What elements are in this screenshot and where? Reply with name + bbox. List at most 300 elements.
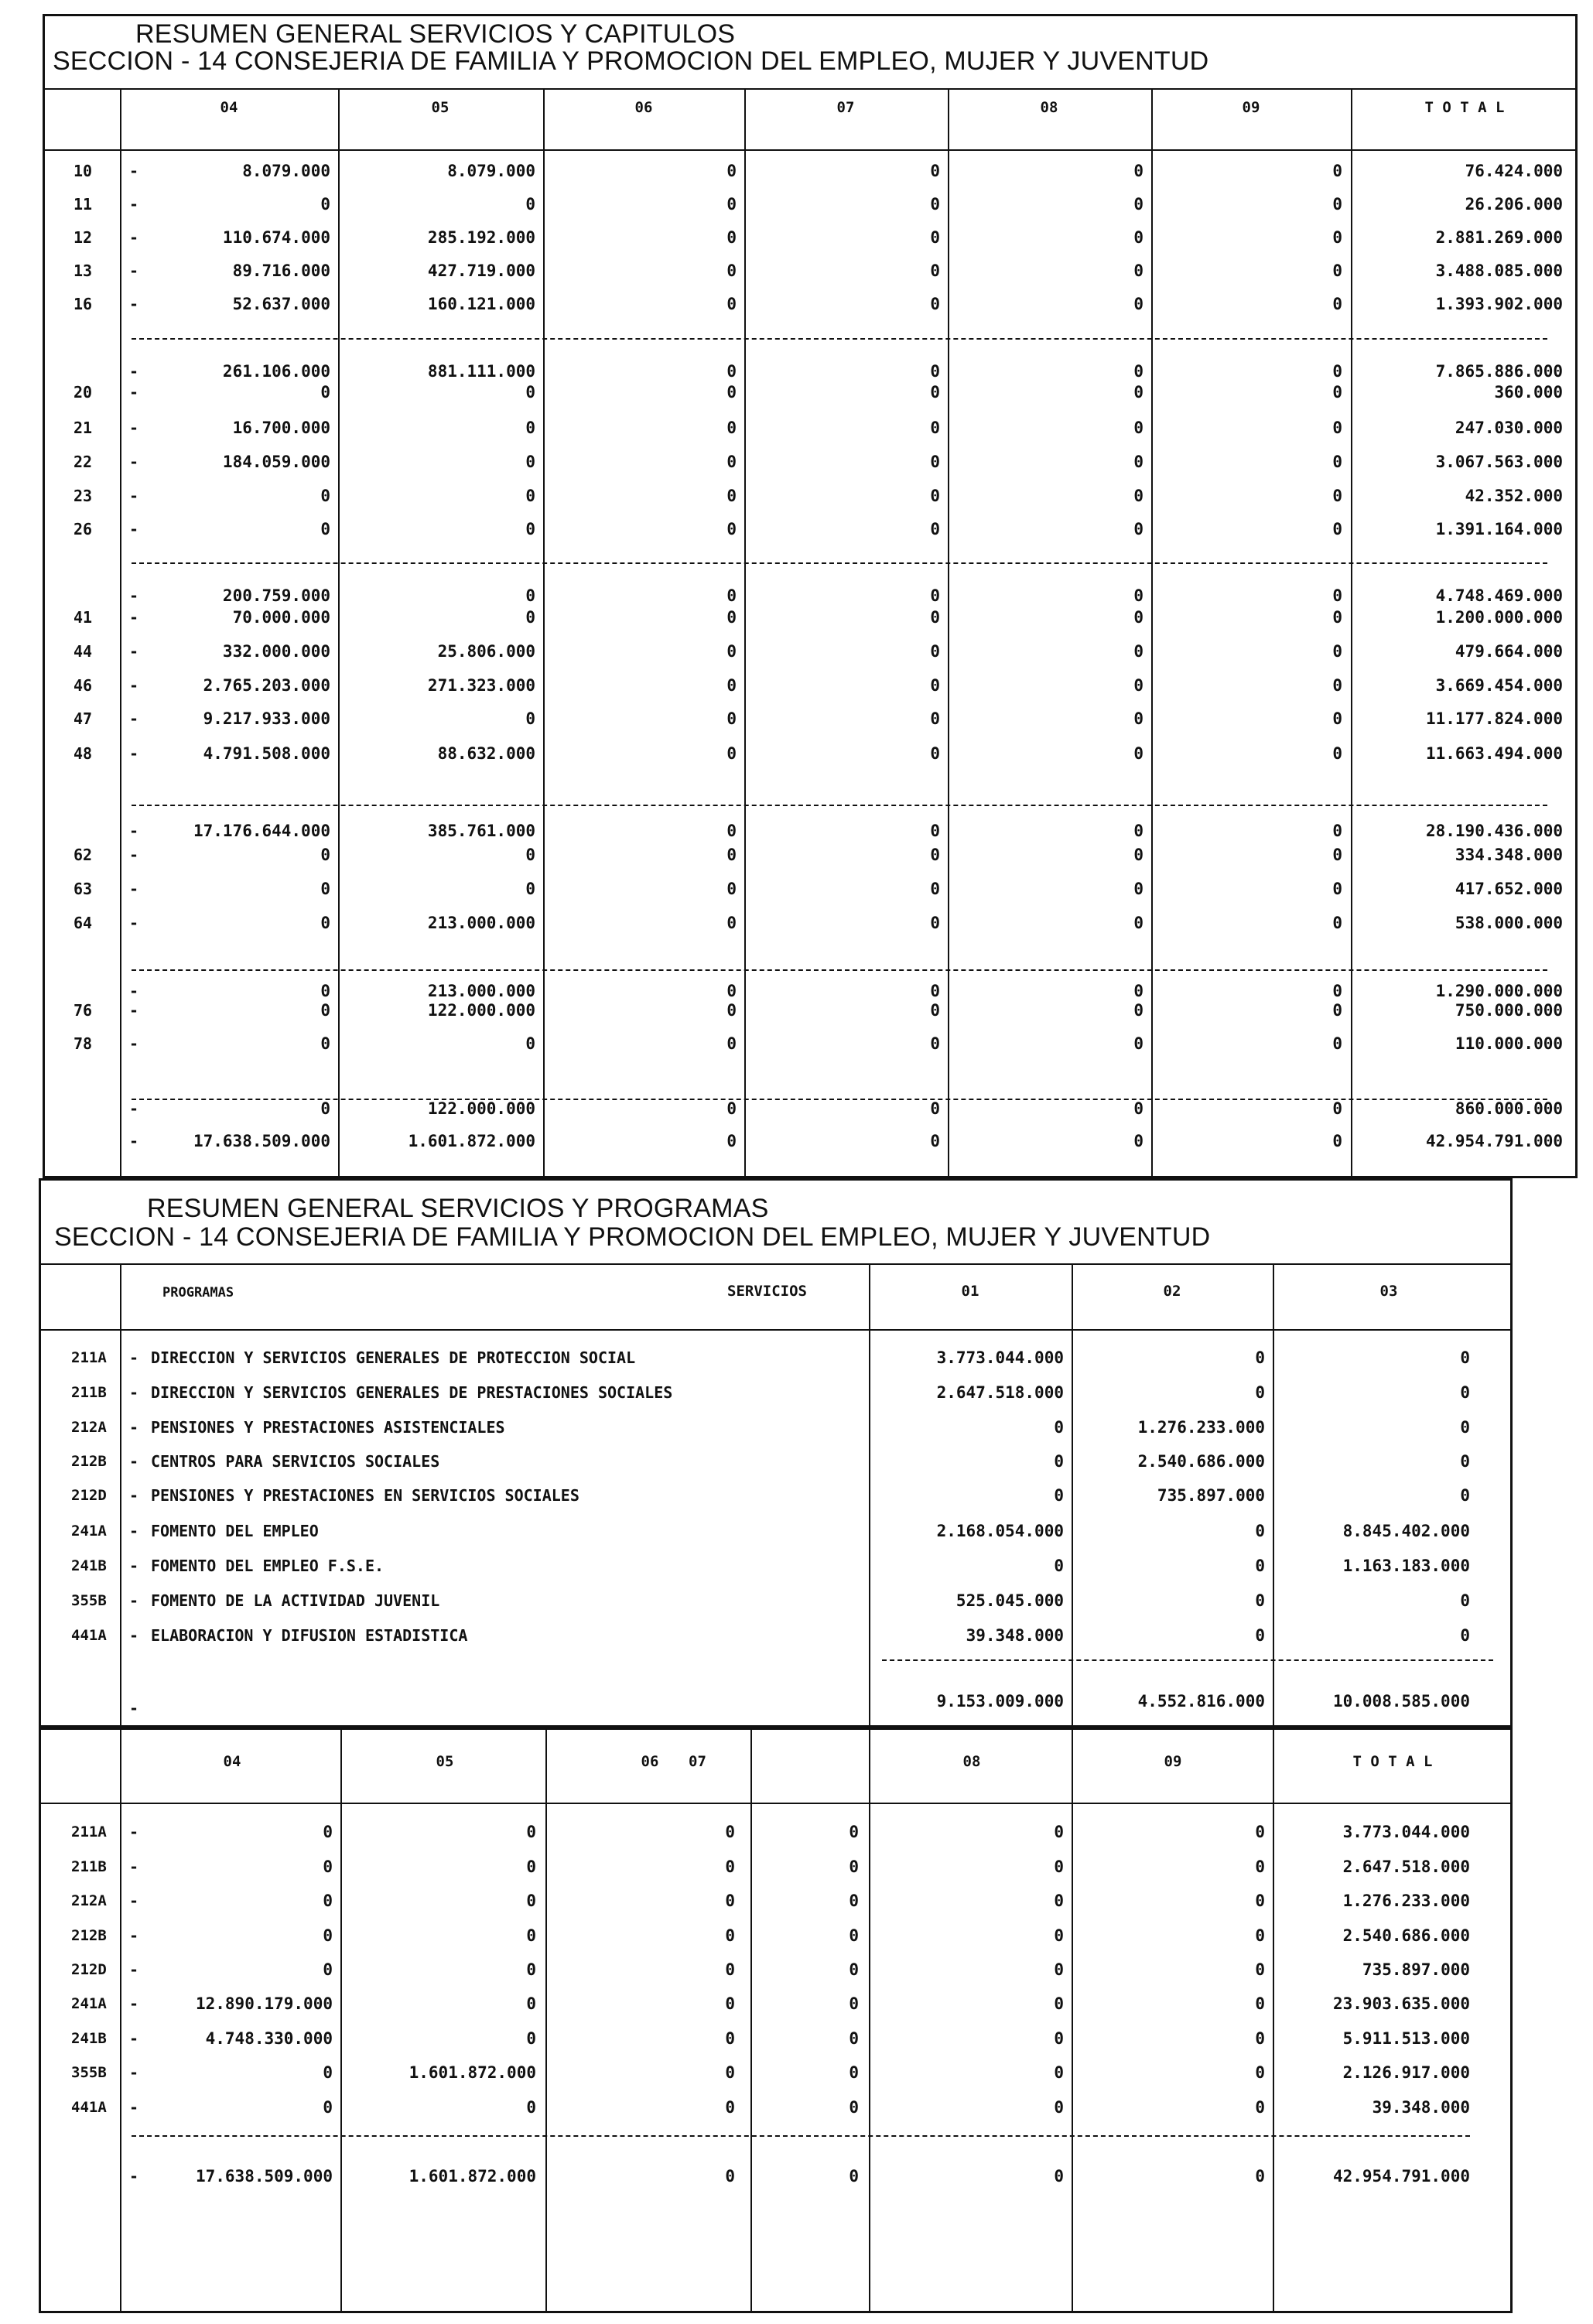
row-code: 10 bbox=[73, 162, 93, 180]
cell-c06: 0 bbox=[725, 1960, 735, 1979]
cell-s01: 0 bbox=[1054, 1452, 1064, 1471]
cell-total: 42.352.000 bbox=[1465, 487, 1563, 505]
cell-c05: 213.000.000 bbox=[427, 914, 535, 932]
cell-c06: 0 bbox=[726, 383, 737, 402]
cell-total: 2.647.518.000 bbox=[1342, 1857, 1470, 1876]
cell-c07: 0 bbox=[930, 1132, 940, 1150]
total-c06: 0 bbox=[725, 2167, 735, 2186]
cell-c05: 0 bbox=[525, 453, 535, 471]
row-dash: - bbox=[129, 1626, 139, 1645]
cell-c09: 0 bbox=[1332, 642, 1342, 661]
cell-c04: 0 bbox=[320, 520, 330, 538]
cell-c04: 0 bbox=[320, 1099, 330, 1118]
cell-c05: 25.806.000 bbox=[437, 642, 535, 661]
total-dash: - bbox=[129, 2167, 139, 2186]
cell-s01: 2.168.054.000 bbox=[936, 1522, 1064, 1540]
cell-total: 76.424.000 bbox=[1465, 162, 1563, 180]
row-dash: - bbox=[129, 2029, 139, 2048]
row-code: 211A bbox=[71, 1349, 107, 1366]
cell-c09: 0 bbox=[1332, 162, 1342, 180]
section1-title: RESUMEN GENERAL SERVICIOS Y CAPITULOS bbox=[135, 19, 736, 49]
column-header-c05: 05 bbox=[431, 99, 450, 116]
cell-total: 2.540.686.000 bbox=[1342, 1926, 1470, 1945]
row-dash: - bbox=[129, 709, 139, 728]
cell-c05: 881.111.000 bbox=[427, 362, 535, 381]
row-code: 241A bbox=[71, 1523, 107, 1540]
cell-c08: 0 bbox=[1054, 1926, 1064, 1945]
cell-c08: 0 bbox=[1133, 846, 1143, 864]
cell-c05: 0 bbox=[526, 1994, 536, 2013]
column-header-c09: 09 bbox=[1164, 1753, 1182, 1770]
cell-c06: 0 bbox=[726, 642, 737, 661]
cell-total: 11.663.494.000 bbox=[1425, 744, 1563, 763]
cell-c08: 0 bbox=[1133, 487, 1143, 505]
cell-c04: 0 bbox=[323, 1926, 333, 1945]
cell-c06: 0 bbox=[725, 1892, 735, 1910]
cell-c04: 4.791.508.000 bbox=[203, 744, 330, 763]
column-header-servicios: SERVICIOS bbox=[727, 1283, 807, 1300]
program-label: DIRECCION Y SERVICIOS GENERALES DE PRESTACIONES SOCIALES bbox=[151, 1383, 673, 1402]
cell-total: 3.067.563.000 bbox=[1435, 453, 1563, 471]
cell-c06: 0 bbox=[725, 2063, 735, 2082]
cell-c05: 0 bbox=[525, 487, 535, 505]
cell-c06: 0 bbox=[726, 520, 737, 538]
cell-c07: 0 bbox=[930, 362, 940, 381]
cell-c07: 0 bbox=[930, 642, 940, 661]
cell-total: 1.290.000.000 bbox=[1435, 982, 1563, 1000]
row-dash: - bbox=[129, 982, 139, 1000]
cell-c06: 0 bbox=[726, 709, 737, 728]
row-code: 47 bbox=[73, 709, 93, 728]
section2-title: RESUMEN GENERAL SERVICIOS Y PROGRAMAS bbox=[147, 1194, 769, 1223]
row-dash: - bbox=[129, 2098, 139, 2117]
cell-total: 4.748.469.000 bbox=[1435, 586, 1563, 605]
cell-c08: 0 bbox=[1054, 1960, 1064, 1979]
row-dash: - bbox=[129, 520, 139, 538]
row-dash: - bbox=[129, 880, 139, 898]
cell-c04: 0 bbox=[323, 2098, 333, 2117]
cell-total: 7.865.886.000 bbox=[1435, 362, 1563, 381]
cell-c04: 110.674.000 bbox=[222, 228, 330, 247]
cell-c06: 0 bbox=[726, 822, 737, 840]
cell-c06: 0 bbox=[725, 2098, 735, 2117]
cell-c09: 0 bbox=[1332, 228, 1342, 247]
program-label: ELABORACION Y DIFUSION ESTADISTICA bbox=[151, 1626, 468, 1645]
cell-c05: 88.632.000 bbox=[437, 744, 535, 763]
cell-c04: 200.759.000 bbox=[222, 586, 330, 605]
row-code: 441A bbox=[71, 2099, 107, 2116]
cell-c09: 0 bbox=[1332, 676, 1342, 695]
cell-c04: 0 bbox=[323, 1857, 333, 1876]
cell-c04: 0 bbox=[323, 1960, 333, 1979]
row-code: 12 bbox=[73, 228, 93, 247]
cell-c06: 0 bbox=[725, 1857, 735, 1876]
cell-c07: 0 bbox=[930, 453, 940, 471]
cell-c07: 0 bbox=[849, 1960, 859, 1979]
row-dash: - bbox=[129, 295, 139, 313]
cell-s02: 0 bbox=[1255, 1348, 1265, 1367]
cell-c09: 0 bbox=[1332, 487, 1342, 505]
row-dash: - bbox=[129, 383, 139, 402]
cell-c09: 0 bbox=[1332, 1099, 1342, 1118]
subtotal-separator bbox=[882, 1659, 1493, 1661]
cell-c09: 0 bbox=[1332, 914, 1342, 932]
cell-c05: 385.761.000 bbox=[427, 822, 535, 840]
cell-c04: 0 bbox=[320, 383, 330, 402]
cell-c08: 0 bbox=[1133, 676, 1143, 695]
row-code: 355B bbox=[71, 1592, 107, 1609]
cell-c08: 0 bbox=[1054, 2098, 1064, 2117]
column-header-programas: PROGRAMAS bbox=[162, 1285, 234, 1300]
cell-c04: 12.890.179.000 bbox=[195, 1994, 333, 2013]
cell-total: 1.391.164.000 bbox=[1435, 520, 1563, 538]
cell-c07: 0 bbox=[930, 822, 940, 840]
cell-c08: 0 bbox=[1133, 1001, 1143, 1020]
cell-c08: 0 bbox=[1133, 453, 1143, 471]
program-label: FOMENTO DEL EMPLEO bbox=[151, 1522, 319, 1540]
row-code: 76 bbox=[73, 1001, 93, 1020]
row-dash: - bbox=[129, 419, 139, 437]
cell-c07: 0 bbox=[930, 487, 940, 505]
cell-c08: 0 bbox=[1054, 1892, 1064, 1910]
cell-c04: 8.079.000 bbox=[242, 162, 330, 180]
cell-c09: 0 bbox=[1332, 1001, 1342, 1020]
cell-c06: 0 bbox=[725, 1823, 735, 1841]
row-code: 11 bbox=[73, 195, 93, 214]
cell-c08: 0 bbox=[1133, 642, 1143, 661]
row-dash: - bbox=[129, 1486, 139, 1505]
cell-c04: 0 bbox=[323, 1823, 333, 1841]
row-dash: - bbox=[129, 1348, 139, 1367]
cell-c06: 0 bbox=[725, 1926, 735, 1945]
cell-c05: 0 bbox=[525, 709, 535, 728]
cell-s03: 0 bbox=[1460, 1348, 1470, 1367]
cell-c08: 0 bbox=[1133, 195, 1143, 214]
cell-s03: 0 bbox=[1460, 1486, 1470, 1505]
cell-c04: 0 bbox=[323, 1892, 333, 1910]
cell-c06: 0 bbox=[725, 2029, 735, 2048]
section1-subtitle: SECCION - 14 CONSEJERIA DE FAMILIA Y PROMOCION DEL EMPLEO, MUJER Y JUVENTUD bbox=[53, 46, 1209, 76]
cell-c05: 0 bbox=[526, 1926, 536, 1945]
cell-c08: 0 bbox=[1133, 982, 1143, 1000]
cell-c08: 0 bbox=[1054, 2029, 1064, 2048]
program-label: FOMENTO DEL EMPLEO F.S.E. bbox=[151, 1557, 385, 1575]
row-dash: - bbox=[129, 1452, 139, 1471]
cell-c09: 0 bbox=[1255, 2098, 1265, 2117]
row-code: 62 bbox=[73, 846, 93, 864]
row-code: 212D bbox=[71, 1961, 107, 1978]
cell-s02: 0 bbox=[1255, 1383, 1265, 1402]
cell-c09: 0 bbox=[1332, 1132, 1342, 1150]
cell-c08: 0 bbox=[1133, 1034, 1143, 1053]
cell-c05: 1.601.872.000 bbox=[409, 2063, 536, 2082]
total-c07: 0 bbox=[849, 2167, 859, 2186]
row-dash: - bbox=[129, 586, 139, 605]
cell-c06: 0 bbox=[726, 261, 737, 280]
cell-s03: 0 bbox=[1460, 1383, 1470, 1402]
cell-c06: 0 bbox=[726, 586, 737, 605]
cell-c04: 0 bbox=[320, 487, 330, 505]
cell-c08: 0 bbox=[1133, 709, 1143, 728]
cell-c06: 0 bbox=[726, 982, 737, 1000]
column-header-s02: 02 bbox=[1163, 1283, 1181, 1300]
cell-c05: 0 bbox=[525, 520, 535, 538]
cell-c06: 0 bbox=[726, 880, 737, 898]
program-label: PENSIONES Y PRESTACIONES EN SERVICIOS SOCIALES bbox=[151, 1486, 579, 1505]
cell-c05: 271.323.000 bbox=[427, 676, 535, 695]
cell-total: 538.000.000 bbox=[1455, 914, 1563, 932]
cell-c04: 70.000.000 bbox=[232, 608, 330, 627]
row-code: 26 bbox=[73, 520, 93, 538]
row-code: 212A bbox=[71, 1419, 107, 1436]
row-dash: - bbox=[129, 362, 139, 381]
cell-c07: 0 bbox=[930, 1099, 940, 1118]
cell-c07: 0 bbox=[849, 1823, 859, 1841]
cell-c07: 0 bbox=[930, 586, 940, 605]
row-dash: - bbox=[129, 2063, 139, 2082]
column-divider bbox=[340, 1729, 342, 2312]
row-code: 21 bbox=[73, 419, 93, 437]
cell-c08: 0 bbox=[1133, 419, 1143, 437]
cell-c09: 0 bbox=[1332, 880, 1342, 898]
cell-c07: 0 bbox=[930, 846, 940, 864]
cell-s01: 525.045.000 bbox=[955, 1591, 1064, 1610]
cell-c08: 0 bbox=[1133, 261, 1143, 280]
row-dash: - bbox=[129, 1892, 139, 1910]
column-divider bbox=[1072, 1729, 1073, 2312]
cell-c09: 0 bbox=[1332, 295, 1342, 313]
row-dash: - bbox=[129, 1099, 139, 1118]
row-dash: - bbox=[129, 1383, 139, 1402]
cell-c09: 0 bbox=[1255, 1823, 1265, 1841]
column-divider bbox=[120, 1263, 121, 1728]
column-divider bbox=[1273, 1729, 1274, 2312]
cell-c05: 0 bbox=[525, 608, 535, 627]
row-code: 212D bbox=[71, 1487, 107, 1504]
column-header-c07: 07 bbox=[689, 1753, 706, 1770]
cell-total: 28.190.436.000 bbox=[1425, 822, 1563, 840]
cell-total: 417.652.000 bbox=[1455, 880, 1563, 898]
row-dash: - bbox=[129, 914, 139, 932]
cell-total: 1.393.902.000 bbox=[1435, 295, 1563, 313]
row-dash: - bbox=[129, 1034, 139, 1053]
row-dash: - bbox=[129, 822, 139, 840]
cell-c08: 0 bbox=[1054, 1823, 1064, 1841]
row-code: 16 bbox=[73, 295, 93, 313]
program-label: FOMENTO DE LA ACTIVIDAD JUVENIL bbox=[151, 1591, 440, 1610]
cell-c08: 0 bbox=[1133, 295, 1143, 313]
cell-s03: 1.163.183.000 bbox=[1342, 1557, 1470, 1575]
cell-c05: 0 bbox=[526, 2098, 536, 2117]
cell-c07: 0 bbox=[930, 709, 940, 728]
cell-c09: 0 bbox=[1255, 1926, 1265, 1945]
cell-c06: 0 bbox=[726, 195, 737, 214]
cell-c09: 0 bbox=[1332, 261, 1342, 280]
total-dash: - bbox=[129, 1699, 139, 1717]
cell-c05: 0 bbox=[525, 880, 535, 898]
cell-s01: 3.773.044.000 bbox=[936, 1348, 1064, 1367]
cell-c07: 0 bbox=[930, 295, 940, 313]
column-divider bbox=[869, 1729, 870, 2312]
cell-c08: 0 bbox=[1133, 914, 1143, 932]
cell-c06: 0 bbox=[726, 1034, 737, 1053]
cell-c05: 8.079.000 bbox=[447, 162, 535, 180]
row-dash: - bbox=[129, 1857, 139, 1876]
cell-c04: 0 bbox=[320, 982, 330, 1000]
cell-c08: 0 bbox=[1133, 744, 1143, 763]
cell-c09: 0 bbox=[1255, 1857, 1265, 1876]
program-label: CENTROS PARA SERVICIOS SOCIALES bbox=[151, 1452, 440, 1471]
cell-c07: 0 bbox=[849, 2063, 859, 2082]
cell-total: 735.897.000 bbox=[1362, 1960, 1470, 1979]
cell-total: 1.276.233.000 bbox=[1342, 1892, 1470, 1910]
cell-c09: 0 bbox=[1255, 1960, 1265, 1979]
cell-c08: 0 bbox=[1133, 1099, 1143, 1118]
column-divider bbox=[545, 1729, 547, 2312]
cell-c05: 160.121.000 bbox=[427, 295, 535, 313]
cell-c08: 0 bbox=[1133, 608, 1143, 627]
cell-c07: 0 bbox=[930, 880, 940, 898]
cell-c09: 0 bbox=[1332, 1034, 1342, 1053]
cell-s02: 735.897.000 bbox=[1157, 1486, 1265, 1505]
cell-c07: 0 bbox=[930, 982, 940, 1000]
column-header-c09: 09 bbox=[1242, 99, 1260, 116]
cell-c04: 4.748.330.000 bbox=[205, 2029, 333, 2048]
cell-total: 42.954.791.000 bbox=[1425, 1132, 1563, 1150]
cell-c06: 0 bbox=[726, 846, 737, 864]
cell-s03: 0 bbox=[1460, 1418, 1470, 1437]
subtotal-separator bbox=[132, 1099, 1547, 1100]
cell-c07: 0 bbox=[930, 195, 940, 214]
column-divider bbox=[120, 1729, 121, 2312]
row-code: 20 bbox=[73, 383, 93, 402]
cell-c09: 0 bbox=[1332, 453, 1342, 471]
row-code: 211A bbox=[71, 1823, 107, 1840]
cell-c04: 89.716.000 bbox=[232, 261, 330, 280]
cell-s03: 8.845.402.000 bbox=[1342, 1522, 1470, 1540]
cell-c05: 0 bbox=[526, 1857, 536, 1876]
cell-c08: 0 bbox=[1133, 520, 1143, 538]
total-s03: 10.008.585.000 bbox=[1332, 1692, 1470, 1711]
row-dash: - bbox=[129, 228, 139, 247]
cell-c07: 0 bbox=[849, 1892, 859, 1910]
row-code: 44 bbox=[73, 642, 93, 661]
cell-s01: 39.348.000 bbox=[966, 1626, 1064, 1645]
column-divider bbox=[1351, 88, 1352, 1177]
cell-c05: 122.000.000 bbox=[427, 1099, 535, 1118]
cell-c04: 184.059.000 bbox=[222, 453, 330, 471]
cell-c06: 0 bbox=[726, 419, 737, 437]
cell-total: 26.206.000 bbox=[1465, 195, 1563, 214]
subtotal-separator bbox=[132, 338, 1547, 340]
cell-c09: 0 bbox=[1332, 709, 1342, 728]
row-dash: - bbox=[129, 1001, 139, 1020]
subtotal-separator bbox=[132, 562, 1547, 564]
row-dash: - bbox=[129, 676, 139, 695]
cell-c04: 9.217.933.000 bbox=[203, 709, 330, 728]
cell-c05: 0 bbox=[525, 195, 535, 214]
cell-s01: 0 bbox=[1054, 1557, 1064, 1575]
cell-c07: 0 bbox=[849, 1857, 859, 1876]
column-header-c08: 08 bbox=[962, 1753, 981, 1770]
row-code: 64 bbox=[73, 914, 93, 932]
row-dash: - bbox=[129, 261, 139, 280]
row-dash: - bbox=[129, 453, 139, 471]
subtotal-separator bbox=[132, 805, 1547, 806]
cell-c07: 0 bbox=[930, 261, 940, 280]
cell-c07: 0 bbox=[930, 419, 940, 437]
total-c05: 1.601.872.000 bbox=[409, 2167, 536, 2186]
column-header-total: T O T A L bbox=[1424, 99, 1505, 116]
cell-s02: 1.276.233.000 bbox=[1137, 1418, 1265, 1437]
cell-c07: 0 bbox=[849, 2098, 859, 2117]
cell-total: 3.488.085.000 bbox=[1435, 261, 1563, 280]
row-dash: - bbox=[129, 1418, 139, 1437]
cell-c08: 0 bbox=[1133, 362, 1143, 381]
cell-c06: 0 bbox=[726, 1132, 737, 1150]
cell-c07: 0 bbox=[930, 676, 940, 695]
cell-c04: 0 bbox=[323, 2063, 333, 2082]
row-code: 23 bbox=[73, 487, 93, 505]
total-s01: 9.153.009.000 bbox=[936, 1692, 1064, 1711]
column-header-c04: 04 bbox=[220, 99, 238, 116]
cell-c05: 0 bbox=[525, 383, 535, 402]
cell-total: 39.348.000 bbox=[1372, 2098, 1470, 2117]
cell-s02: 2.540.686.000 bbox=[1137, 1452, 1265, 1471]
cell-c05: 0 bbox=[525, 846, 535, 864]
cell-c08: 0 bbox=[1133, 228, 1143, 247]
row-dash: - bbox=[129, 1994, 139, 2013]
cell-c08: 0 bbox=[1054, 2063, 1064, 2082]
cell-s02: 0 bbox=[1255, 1591, 1265, 1610]
column-header-c05: 05 bbox=[436, 1753, 454, 1770]
row-dash: - bbox=[129, 1591, 139, 1610]
cell-c04: 17.176.644.000 bbox=[193, 822, 330, 840]
program-label: PENSIONES Y PRESTACIONES ASISTENCIALES bbox=[151, 1418, 505, 1437]
row-dash: - bbox=[129, 1557, 139, 1575]
column-header-total: T O T A L bbox=[1352, 1753, 1433, 1770]
cell-c04: 0 bbox=[320, 846, 330, 864]
column-divider bbox=[120, 88, 121, 1177]
row-code: 241A bbox=[71, 1995, 107, 2012]
cell-s01: 0 bbox=[1054, 1418, 1064, 1437]
cell-c04: 17.638.509.000 bbox=[193, 1132, 330, 1150]
row-code: 48 bbox=[73, 744, 93, 763]
column-header-s01: 01 bbox=[961, 1283, 979, 1300]
cell-s02: 0 bbox=[1255, 1557, 1265, 1575]
cell-total: 860.000.000 bbox=[1455, 1099, 1563, 1118]
cell-c05: 0 bbox=[526, 1892, 536, 1910]
column-divider bbox=[750, 1729, 752, 2312]
cell-c06: 0 bbox=[726, 162, 737, 180]
column-header-c04: 04 bbox=[223, 1753, 241, 1770]
cell-c04: 2.765.203.000 bbox=[203, 676, 330, 695]
cell-c09: 0 bbox=[1332, 586, 1342, 605]
cell-c08: 0 bbox=[1133, 162, 1143, 180]
cell-total: 479.664.000 bbox=[1455, 642, 1563, 661]
cell-c08: 0 bbox=[1133, 586, 1143, 605]
row-code: 13 bbox=[73, 261, 93, 280]
cell-total: 2.126.917.000 bbox=[1342, 2063, 1470, 2082]
cell-total: 334.348.000 bbox=[1455, 846, 1563, 864]
cell-s02: 0 bbox=[1255, 1626, 1265, 1645]
cell-c09: 0 bbox=[1332, 195, 1342, 214]
cell-c07: 0 bbox=[930, 1001, 940, 1020]
cell-c04: 0 bbox=[320, 914, 330, 932]
cell-c05: 427.719.000 bbox=[427, 261, 535, 280]
cell-c05: 0 bbox=[526, 1960, 536, 1979]
cell-c07: 0 bbox=[930, 914, 940, 932]
